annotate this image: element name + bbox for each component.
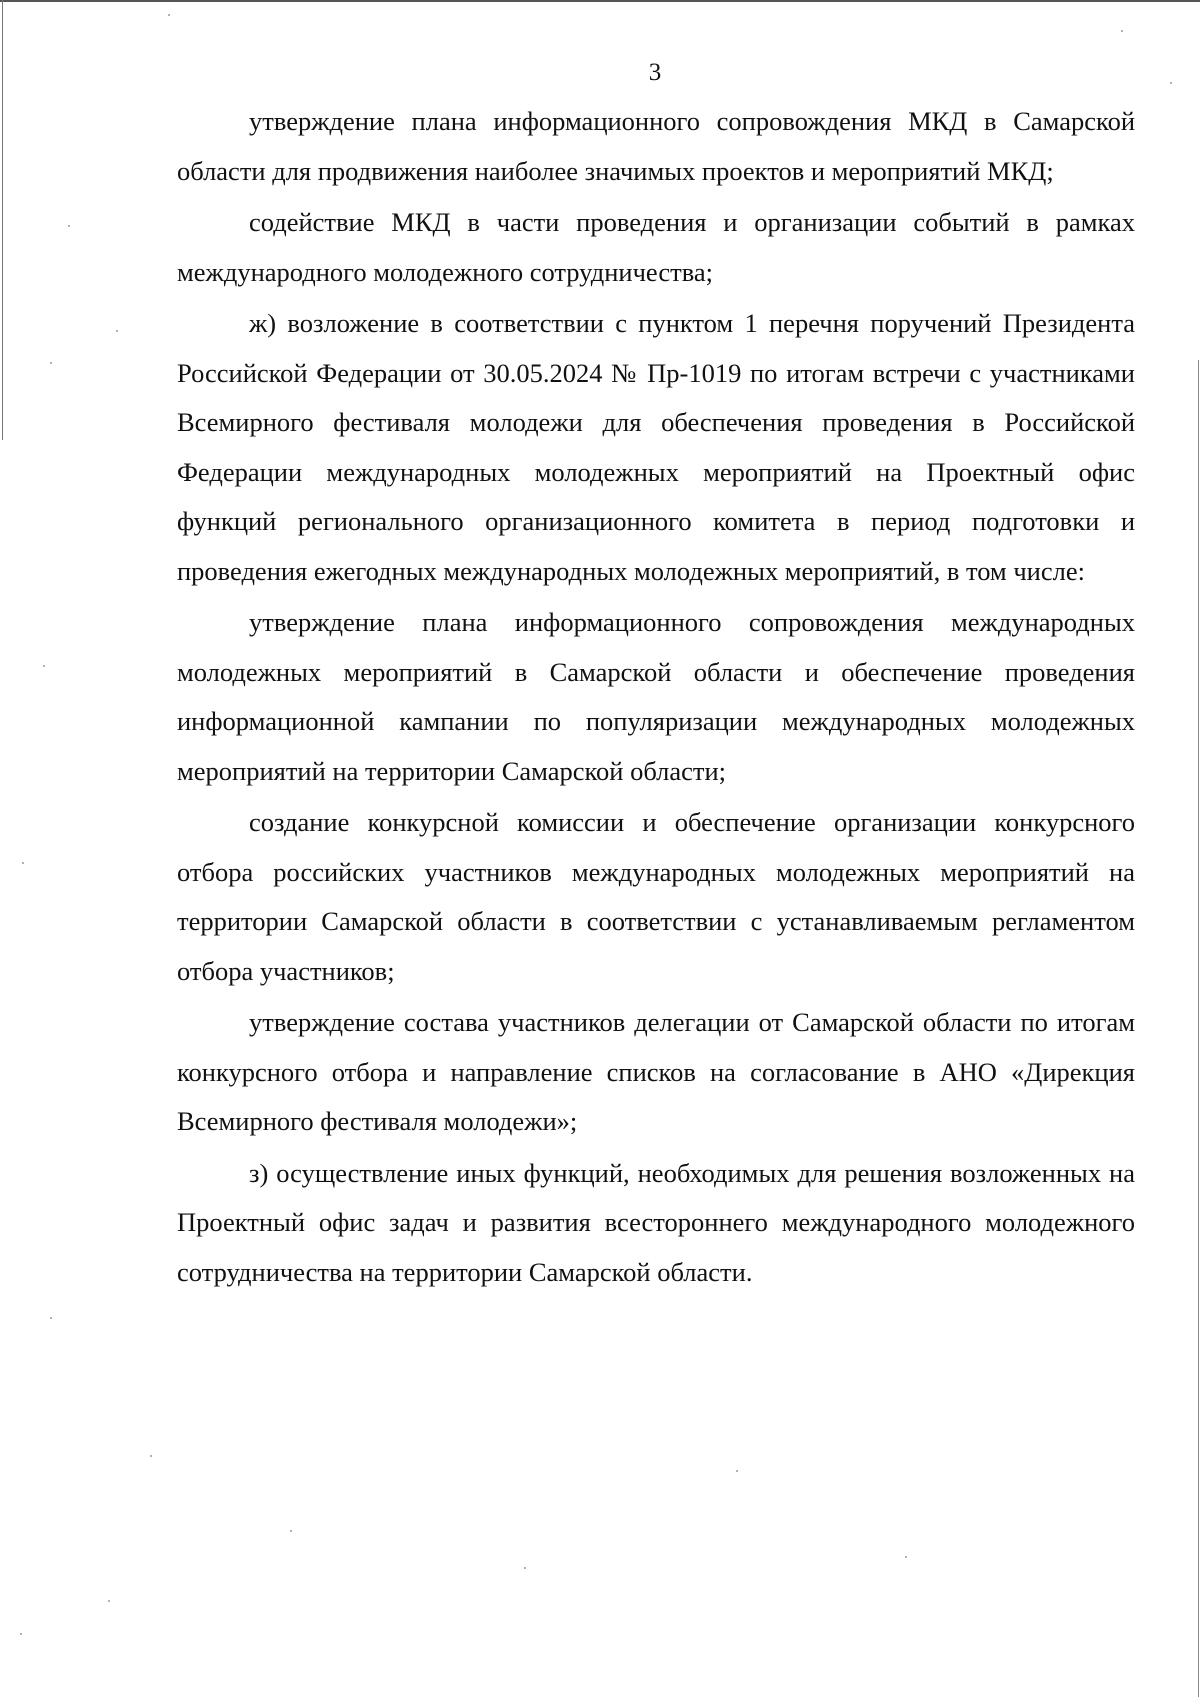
- paragraph-competition-commission: создание конкурсной комиссии и обеспечение организации конкурсного отбора российских участников международных молодежных мероприятий на территории Самарской области в соответствии с устанавливаемым регламентом отбора участников;: [177, 807, 1135, 986]
- scan-speck: [116, 330, 118, 332]
- document-body: [177, 97, 1135, 1299]
- page-number: 3: [648, 59, 662, 86]
- paragraph-item-z: з) осуществление иных функций, необходимых для решения возложенных на Проектный офис задач и развития всестороннего международного молодежного сотрудничества на территории Самарской области.: [177, 1157, 1135, 1287]
- scan-speck: [22, 862, 24, 864]
- scan-edge-top: [0, 0, 1200, 2]
- scan-edge-right: [1198, 360, 1199, 1697]
- paragraph-item-zh: ж) возложение в соответствии с пунктом 1 перечня поручений Президента Российской Федерации от 30.05.2024 № Пр-1019 по итогам встречи с участниками Всемирного фестиваля молодежи для обеспечения проведения в Российской Федерации международных молодежных мероприятий на Проектный офис функций регионального организационного комитета в период подготовки и проведения ежегодных международных молодежных мероприятий, в том числе:: [177, 308, 1135, 586]
- scan-speck: [68, 225, 70, 227]
- paragraph-info-support-plan-mkd: утверждение плана информационного сопровождения МКД в Самарской области для продвижения наиболее значимых проектов и мероприятий МКД;: [177, 106, 1135, 186]
- scan-speck: [905, 1556, 907, 1558]
- paragraph-delegation-approval: утверждение состава участников делегации от Самарской области по итогам конкурсного отбора и направление списков на согласование в АНО «Дирекция Всемирного фестиваля молодежи»;: [177, 1007, 1135, 1136]
- scan-speck: [20, 1633, 22, 1635]
- scan-speck: [50, 1317, 52, 1319]
- scan-speck: [108, 1600, 110, 1602]
- scan-speck: [736, 1470, 738, 1472]
- paragraph-mkd-assistance: содействие МКД в части проведения и организации событий в рамках международного молодежного сотрудничества;: [177, 207, 1135, 287]
- scan-speck: [524, 1567, 526, 1569]
- scan-speck: [1121, 30, 1123, 32]
- scan-speck: [150, 1455, 152, 1457]
- scan-speck: [50, 362, 52, 364]
- scan-speck: [168, 14, 170, 16]
- scan-speck: [290, 1530, 292, 1532]
- scan-speck: [43, 665, 45, 667]
- paragraph-info-support-plan-events: утверждение плана информационного сопровождения международных молодежных мероприятий в Самарской области и обеспечение проведения информационной кампании по популяризации международных молодежных мероприятий на территории Самарской области;: [177, 607, 1135, 786]
